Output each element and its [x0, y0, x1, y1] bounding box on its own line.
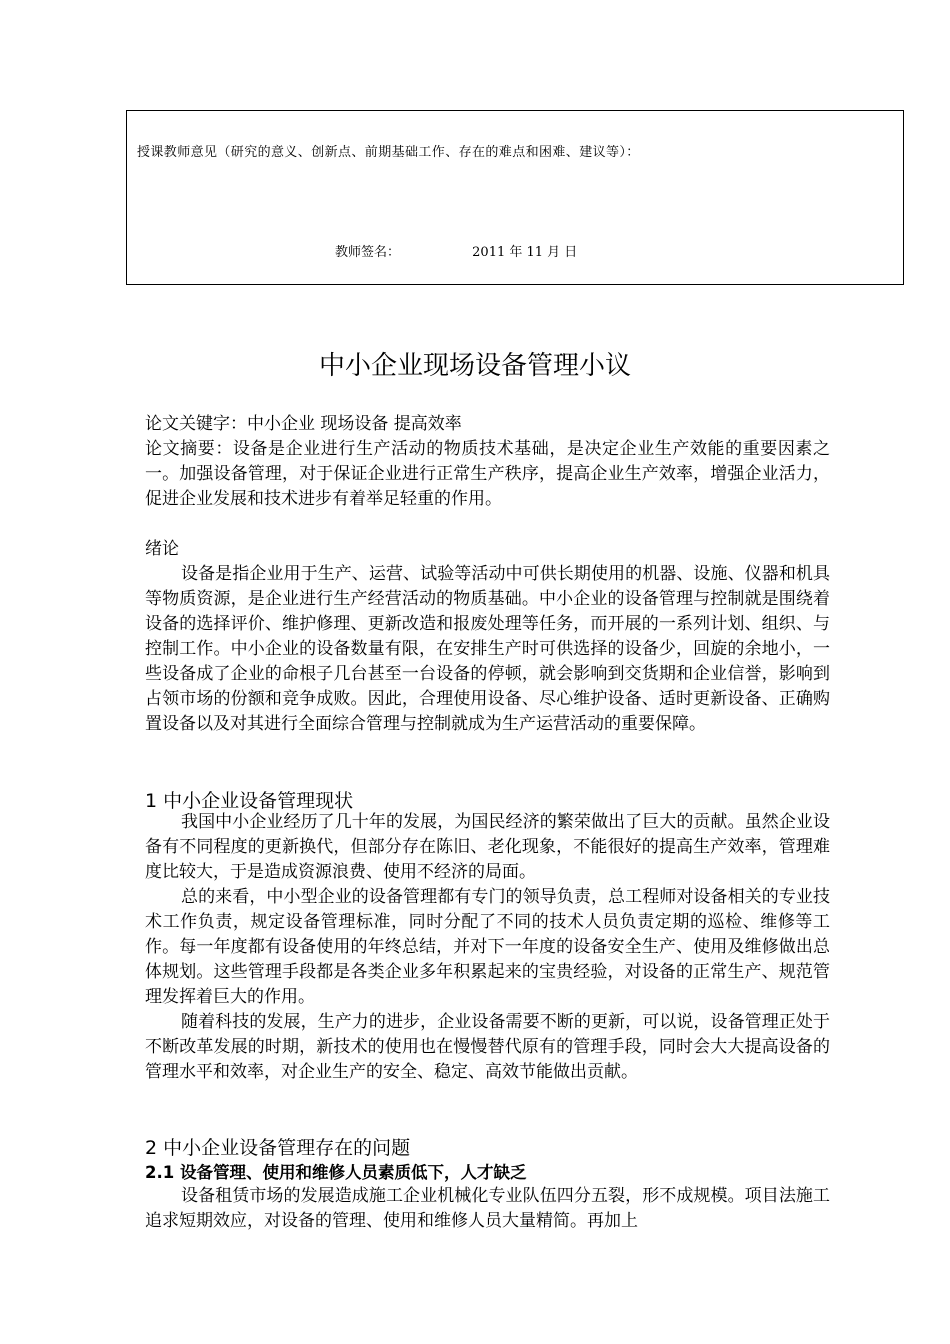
intro-heading: 绪论: [145, 539, 179, 559]
section2-body: [145, 1184, 830, 1234]
section1-body: [145, 810, 830, 1085]
intro-paragraph: 设备是指企业用于生产、运营、试验等活动中可供长期使用的机器、设施、仪器和机具等物质资源，是企业进行生产经营活动的物质基础。中小企业的设备管理与控制就是围绕着设备的选择评价、维护修理、更新改造和报废处理等任务，而开展的一系列计划、组织、与控制工作。中小企业的设备数量有限，在安排生产时可供选择的设备少，回旋的余地小，一些设备成了企业的命根子几台甚至一台设备的停顿，就会影响到交货期和企业信誉，影响到占领市场的份额和竞争成败。因此，合理使用设备、尽心维护设备、适时更新设备、正确购置设备以及对其进行全面综合管理与控制就成为生产运营活动的重要保障。: [145, 564, 830, 734]
section1-paragraph-1: 我国中小企业经历了几十年的发展，为国民经济的繁荣做出了巨大的贡献。虽然企业设备有不同程度的更新换代，但部分存在陈旧、老化现象，不能很好的提高生产效率，管理难度比较大，于是造成资源浪费、使用不经济的局面。: [145, 812, 830, 882]
abstract: 论文摘要：设备是企业进行生产活动的物质技术基础，是决定企业生产效能的重要因素之一。加强设备管理，对于保证企业进行正常生产秩序，提高企业生产效率，增强企业活力，促进企业发展和技术进步有着举足轻重的作用。: [145, 439, 830, 509]
keywords: 论文关键字：中小企业 现场设备 提高效率: [145, 414, 462, 434]
document-title: 中小企业现场设备管理小议: [318, 351, 631, 381]
section2-subheading: 2.1 设备管理、使用和维修人员素质低下，人才缺乏: [145, 1163, 527, 1182]
signature-line: [335, 241, 577, 260]
section1-paragraph-2: 总的来看，中小型企业的设备管理都有专门的领导负责，总工程师对设备相关的专业技术工作负责，规定设备管理标准，同时分配了不同的技术人员负责定期的巡检、维修等工作。每一年度都有设备使用的年终总结，并对下一年度的设备安全生产、使用及维修做出总体规划。这些管理手段都是各类企业多年积累起来的宝贵经验，对设备的正常生产、规范管理发挥着巨大的作用。: [145, 887, 830, 1007]
signature-label: 教师签名：: [335, 245, 401, 260]
section1-paragraph-3: 随着科技的发展，生产力的进步，企业设备需要不断的更新，可以说，设备管理正处于不断改革发展的时期，新技术的使用也在慢慢替代原有的管理手段，同时会大大提高设备的管理水平和效率，对企业生产的安全、稳定、高效节能做出贡献。: [145, 1012, 830, 1082]
keywords-abstract: [145, 412, 830, 512]
signature-date: 2011 年 11 月 日: [472, 245, 578, 260]
opinion-prompt: 授课教师意见（研究的意义、创新点、前期基础工作、存在的难点和困难、建议等）：: [137, 145, 640, 160]
intro-section: [145, 537, 830, 737]
section2-heading: 2 中小企业设备管理存在的问题: [145, 1137, 411, 1159]
teacher-opinion-box: [126, 110, 904, 285]
section2-paragraph: 设备租赁市场的发展造成施工企业机械化专业队伍四分五裂，形不成规模。项目法施工追求短期效应，对设备的管理、使用和维修人员大量精简。再加上: [145, 1186, 830, 1231]
section1-heading: 1 中小企业设备管理现状: [145, 790, 354, 812]
